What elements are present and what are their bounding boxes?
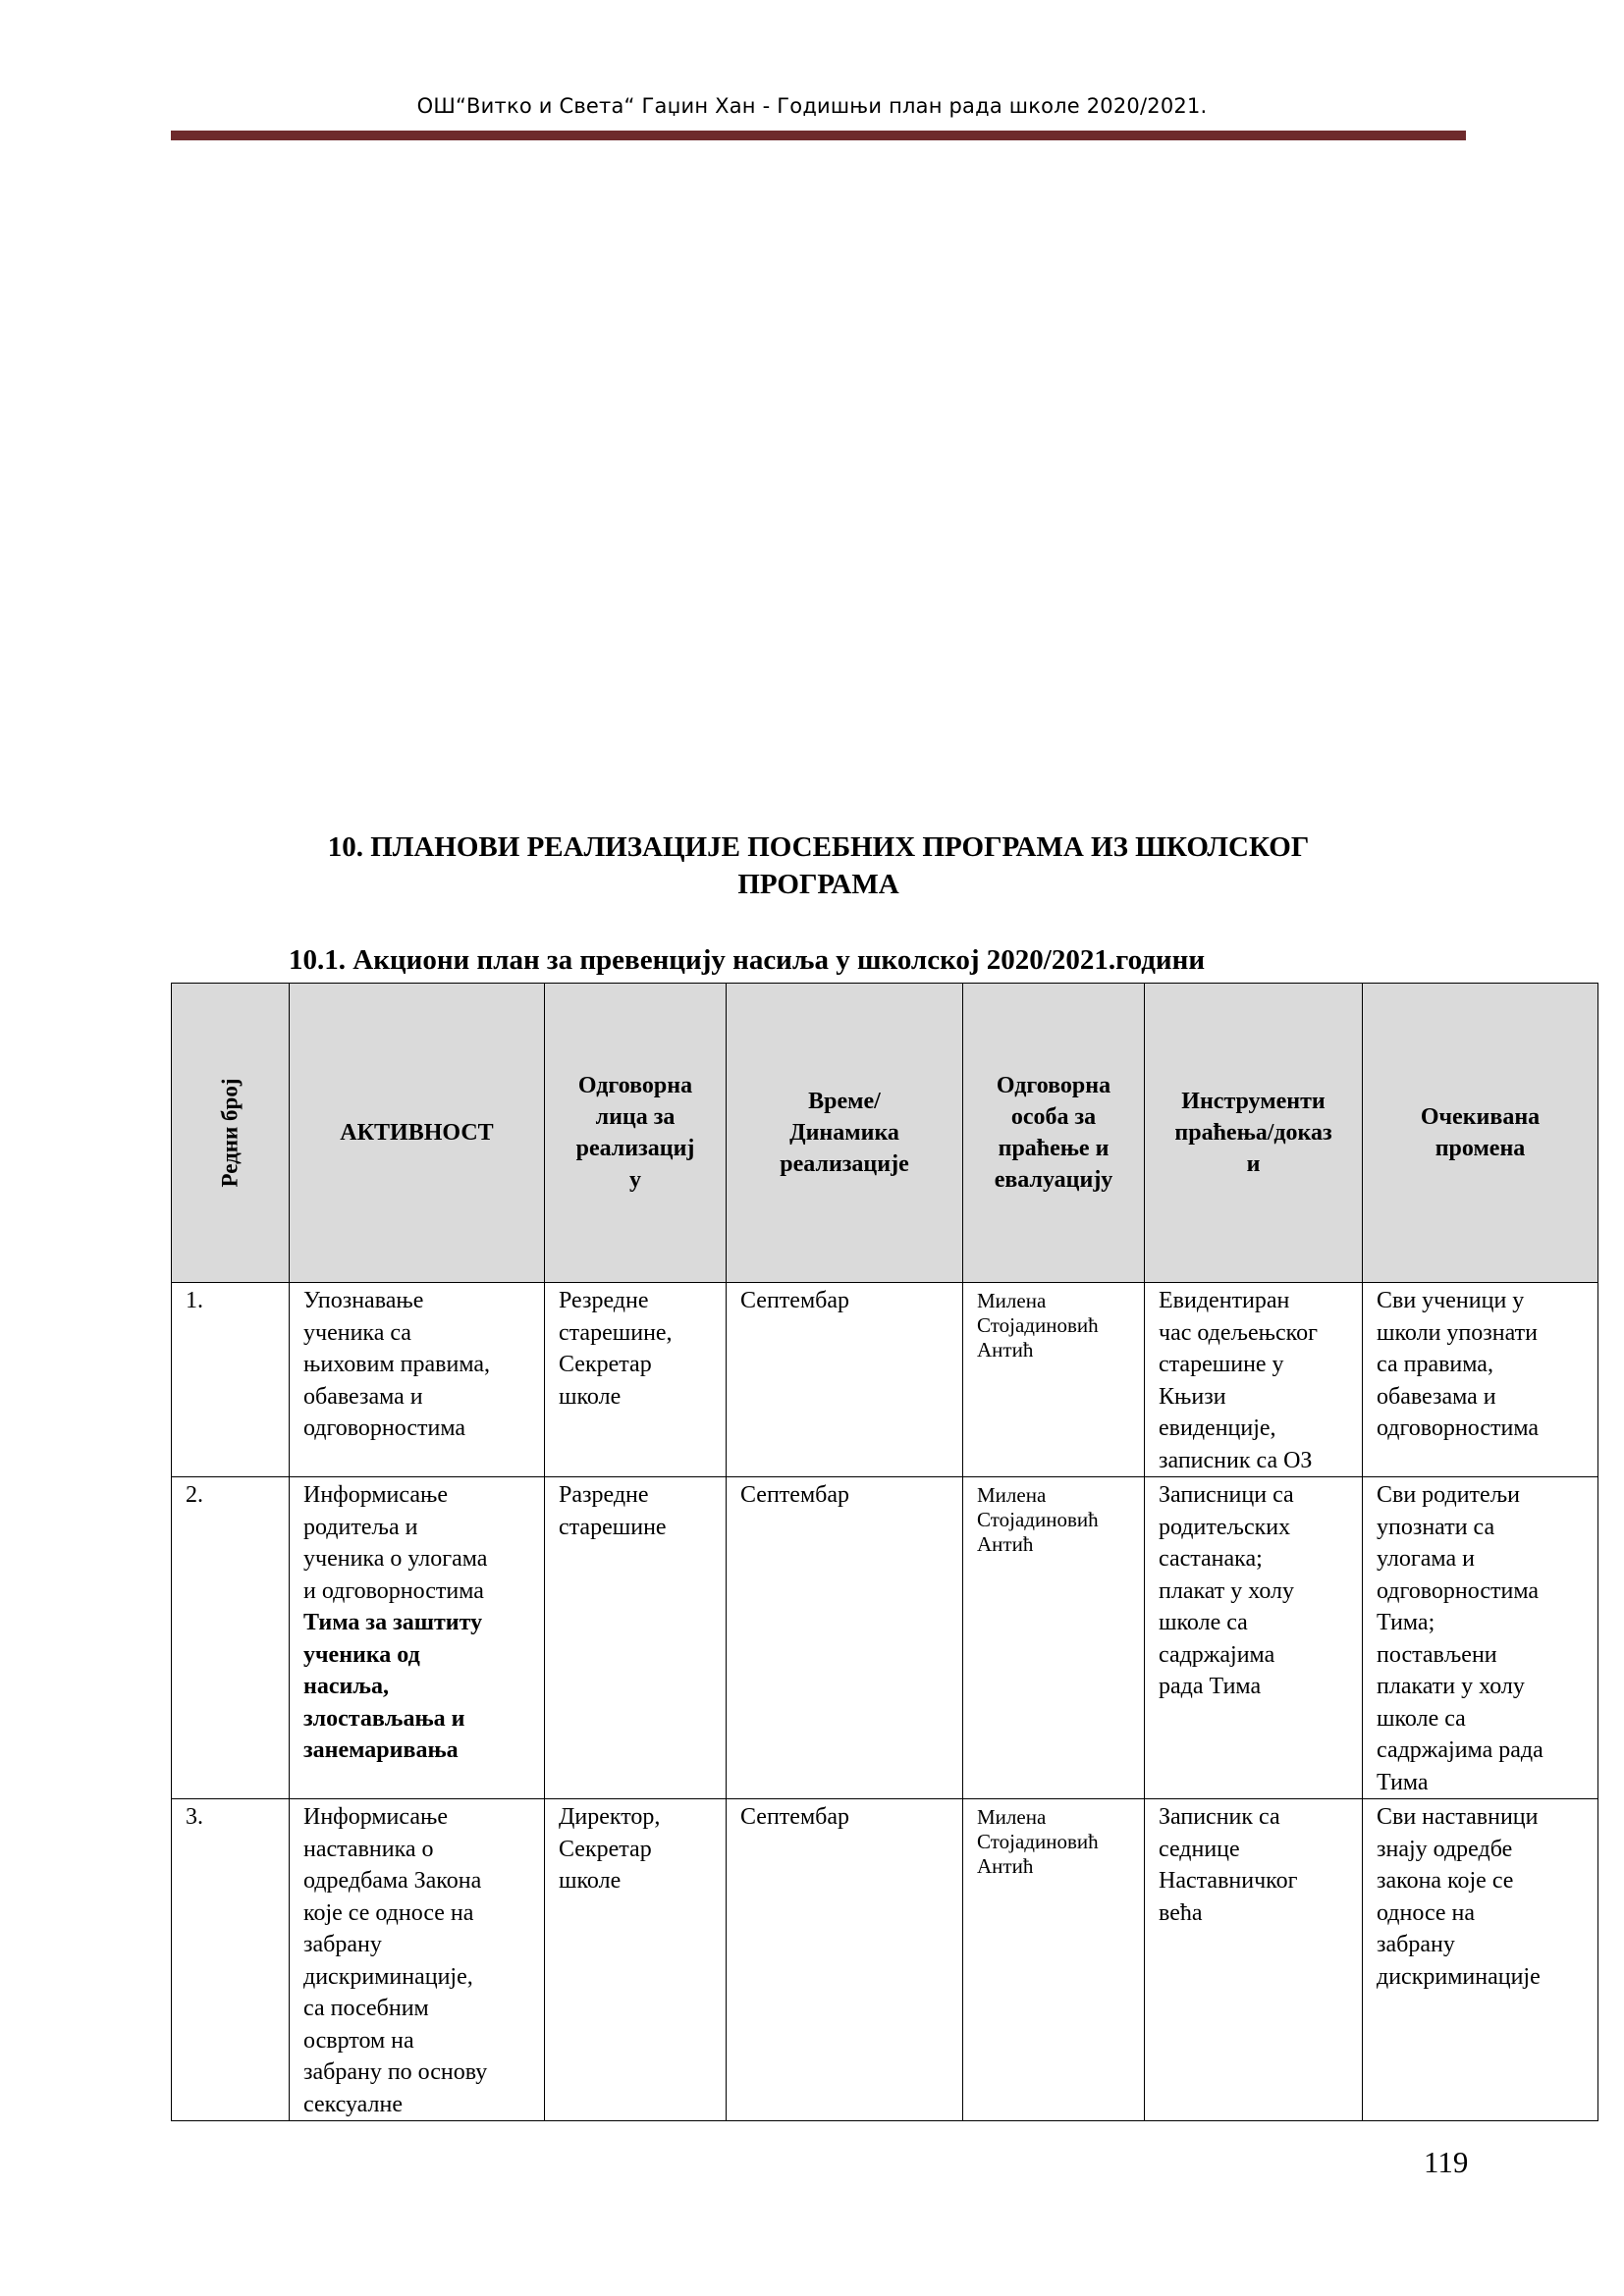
table-row — [172, 1799, 1598, 2121]
cell-line: Одговорна — [996, 1073, 1111, 1098]
cell-line-bold: насиља, — [303, 1674, 390, 1699]
cell-line: школе — [559, 1383, 622, 1410]
running-header: ОШ“Витко и Света“ Гаџин Хан - Годишњи план рада школе 2020/2021. — [416, 94, 1208, 118]
cell-line: одговорностима — [1377, 1415, 1540, 1441]
row-number: 3. — [172, 1799, 290, 2121]
cell-line: упознати са — [1377, 1514, 1495, 1540]
action-plan-table — [171, 983, 1598, 2121]
header-ordinal-number: Редни број — [172, 984, 290, 1283]
cell-line: школе са — [1159, 1610, 1248, 1635]
cell-line: Евидентиран — [1159, 1288, 1290, 1313]
cell-line: Антић — [977, 1338, 1034, 1362]
cell-line: Одговорна — [577, 1073, 693, 1098]
section-title-line-2: ПРОГРАМА — [737, 869, 899, 900]
header-expected — [1363, 984, 1598, 1283]
cell-line: знају одредбе — [1377, 1836, 1513, 1862]
row-expected — [1363, 1283, 1598, 1477]
cell-line: особа за — [1010, 1104, 1097, 1130]
cell-line: Стојадиновић — [977, 1830, 1099, 1853]
cell-line: школи упознати — [1377, 1319, 1538, 1346]
table-header-row — [172, 984, 1598, 1283]
cell-line: лица за — [595, 1104, 676, 1130]
row-instruments — [1145, 1283, 1363, 1477]
cell-line: старешине — [559, 1514, 667, 1540]
cell-line: Записник са — [1159, 1804, 1280, 1830]
cell-line: родитеља и — [303, 1514, 418, 1540]
cell-line: Стојадиновић — [977, 1313, 1099, 1337]
row-responsible — [545, 1283, 727, 1477]
cell-line: Инструменти — [1181, 1089, 1326, 1114]
cell-line: Сви родитељи — [1377, 1482, 1520, 1508]
cell-line: постављени — [1377, 1641, 1497, 1668]
cell-line: састанака; — [1159, 1546, 1263, 1572]
cell-line: Упознавање — [303, 1288, 424, 1313]
cell-line: освртом на — [303, 2027, 414, 2054]
cell-line: старешине у — [1159, 1352, 1284, 1377]
row-monitor — [963, 1477, 1145, 1799]
cell-line: родитељских — [1159, 1514, 1291, 1540]
row-number: 2. — [172, 1477, 290, 1799]
cell-line: плакати у холу — [1377, 1674, 1525, 1699]
cell-line: Антић — [977, 1532, 1034, 1556]
cell-line: Сви наставници — [1377, 1804, 1539, 1830]
cell-line: промена — [1435, 1136, 1526, 1161]
row-expected — [1363, 1799, 1598, 2121]
cell-line: већа — [1159, 1899, 1203, 1926]
cell-line: закона које се — [1377, 1868, 1514, 1894]
cell-line: Тима — [1377, 1769, 1429, 1795]
cell-line: и одговорностима — [303, 1577, 484, 1604]
cell-line: Стојадиновић — [977, 1508, 1099, 1531]
cell-line: Очекивана — [1420, 1104, 1541, 1130]
page-number: 119 — [1424, 2145, 1469, 2179]
cell-line: евалуацију — [994, 1167, 1113, 1193]
row-time: Септембар — [727, 1799, 963, 2121]
cell-line: рада Тима — [1159, 1674, 1262, 1699]
cell-line: садржајима рада — [1377, 1737, 1543, 1763]
cell-line: дискриминације, — [303, 1963, 473, 1990]
cell-line: забрану по основу — [303, 2059, 488, 2085]
cell-line: Милена — [977, 1483, 1047, 1507]
row-monitor — [963, 1799, 1145, 2121]
row-activity — [290, 1477, 545, 1799]
cell-line-bold: ученика од — [303, 1641, 420, 1668]
cell-line: Резредне — [559, 1288, 649, 1313]
cell-line: ученика о улогама — [303, 1546, 488, 1572]
cell-line: Информисање — [303, 1482, 448, 1508]
cell-line: Милена — [977, 1805, 1047, 1829]
cell-line: реализациј — [575, 1136, 695, 1161]
row-time: Септембар — [727, 1477, 963, 1799]
cell-line: Наставничког — [1159, 1868, 1298, 1894]
header-monitor — [963, 984, 1145, 1283]
cell-line: праћење и — [998, 1136, 1110, 1161]
row-instruments — [1145, 1799, 1363, 2121]
cell-line: улогама и — [1377, 1546, 1475, 1572]
cell-line-bold: Тима за заштиту — [303, 1610, 483, 1635]
cell-line: час одељењског — [1159, 1319, 1318, 1346]
cell-line: и — [1246, 1151, 1261, 1177]
row-instruments — [1145, 1477, 1363, 1799]
cell-line: Тима; — [1377, 1610, 1435, 1635]
cell-line: Антић — [977, 1854, 1034, 1878]
header-responsible — [545, 984, 727, 1283]
cell-line: у — [629, 1167, 641, 1193]
cell-line: забрану — [1377, 1932, 1455, 1957]
cell-line: обавезама и — [303, 1383, 423, 1410]
header-rule — [171, 131, 1466, 140]
row-responsible — [545, 1477, 727, 1799]
cell-line: евиденције, — [1159, 1415, 1276, 1441]
cell-line: праћења/доказ — [1174, 1120, 1332, 1146]
cell-line: плакат у холу — [1159, 1577, 1295, 1604]
cell-line: Разредне — [559, 1482, 649, 1508]
cell-line: са посебним — [303, 1996, 429, 2021]
table-row — [172, 1283, 1598, 1477]
cell-line-bold: злостављања и — [303, 1705, 465, 1732]
cell-line: школе са — [1377, 1705, 1466, 1732]
header-time — [727, 984, 963, 1283]
cell-line: Секретар — [559, 1352, 652, 1377]
cell-line: забрану — [303, 1932, 382, 1957]
header-activity: АКТИВНОСТ — [290, 984, 545, 1283]
cell-line: садржајима — [1159, 1641, 1275, 1668]
cell-line: Информисање — [303, 1804, 448, 1830]
cell-line: ученика са — [303, 1319, 411, 1346]
cell-line: седнице — [1159, 1836, 1240, 1862]
cell-line: са правима, — [1377, 1352, 1493, 1377]
header-instruments — [1145, 984, 1363, 1283]
section-title — [171, 828, 1466, 903]
cell-line: Директор, — [559, 1804, 661, 1830]
cell-line: школе — [559, 1868, 622, 1894]
cell-line: наставника о — [303, 1836, 434, 1862]
cell-line: Сви ученици у — [1377, 1288, 1525, 1313]
cell-line: Књизи — [1159, 1383, 1226, 1410]
cell-line: које се односе на — [303, 1899, 474, 1926]
cell-line: Динамика — [789, 1120, 899, 1146]
cell-line: старешине, — [559, 1319, 673, 1346]
row-time: Септембар — [727, 1283, 963, 1477]
cell-line: односе на — [1377, 1899, 1476, 1926]
cell-line: Секретар — [559, 1836, 652, 1862]
row-monitor — [963, 1283, 1145, 1477]
cell-line: дискриминације — [1377, 1963, 1541, 1990]
cell-line: Милена — [977, 1289, 1047, 1312]
row-responsible — [545, 1799, 727, 2121]
cell-line: реализације — [780, 1151, 909, 1177]
cell-line: Време/ — [808, 1089, 881, 1114]
cell-line: Записници са — [1159, 1482, 1294, 1508]
table-row — [172, 1477, 1598, 1799]
subsection-title: 10.1. Акциони план за превенцију насиља у школској 2020/2021.години — [289, 944, 1206, 976]
row-activity — [290, 1283, 545, 1477]
cell-line: записник са ОЗ — [1159, 1447, 1313, 1473]
cell-line: одговорностима — [303, 1415, 466, 1441]
section-title-line-1: 10. ПЛАНОВИ РЕАЛИЗАЦИЈЕ ПОСЕБНИХ ПРОГРАМА ИЗ ШКОЛСКОГ — [327, 831, 1310, 863]
cell-line: одговорностима — [1377, 1577, 1540, 1604]
row-activity — [290, 1799, 545, 2121]
row-number: 1. — [172, 1283, 290, 1477]
cell-line-bold: занемаривања — [303, 1737, 459, 1763]
cell-line: обавезама и — [1377, 1383, 1496, 1410]
cell-line: сексуалне — [303, 2091, 404, 2117]
row-expected — [1363, 1477, 1598, 1799]
cell-line: њиховим правима, — [303, 1352, 490, 1377]
cell-line: одредбама Закона — [303, 1868, 482, 1894]
